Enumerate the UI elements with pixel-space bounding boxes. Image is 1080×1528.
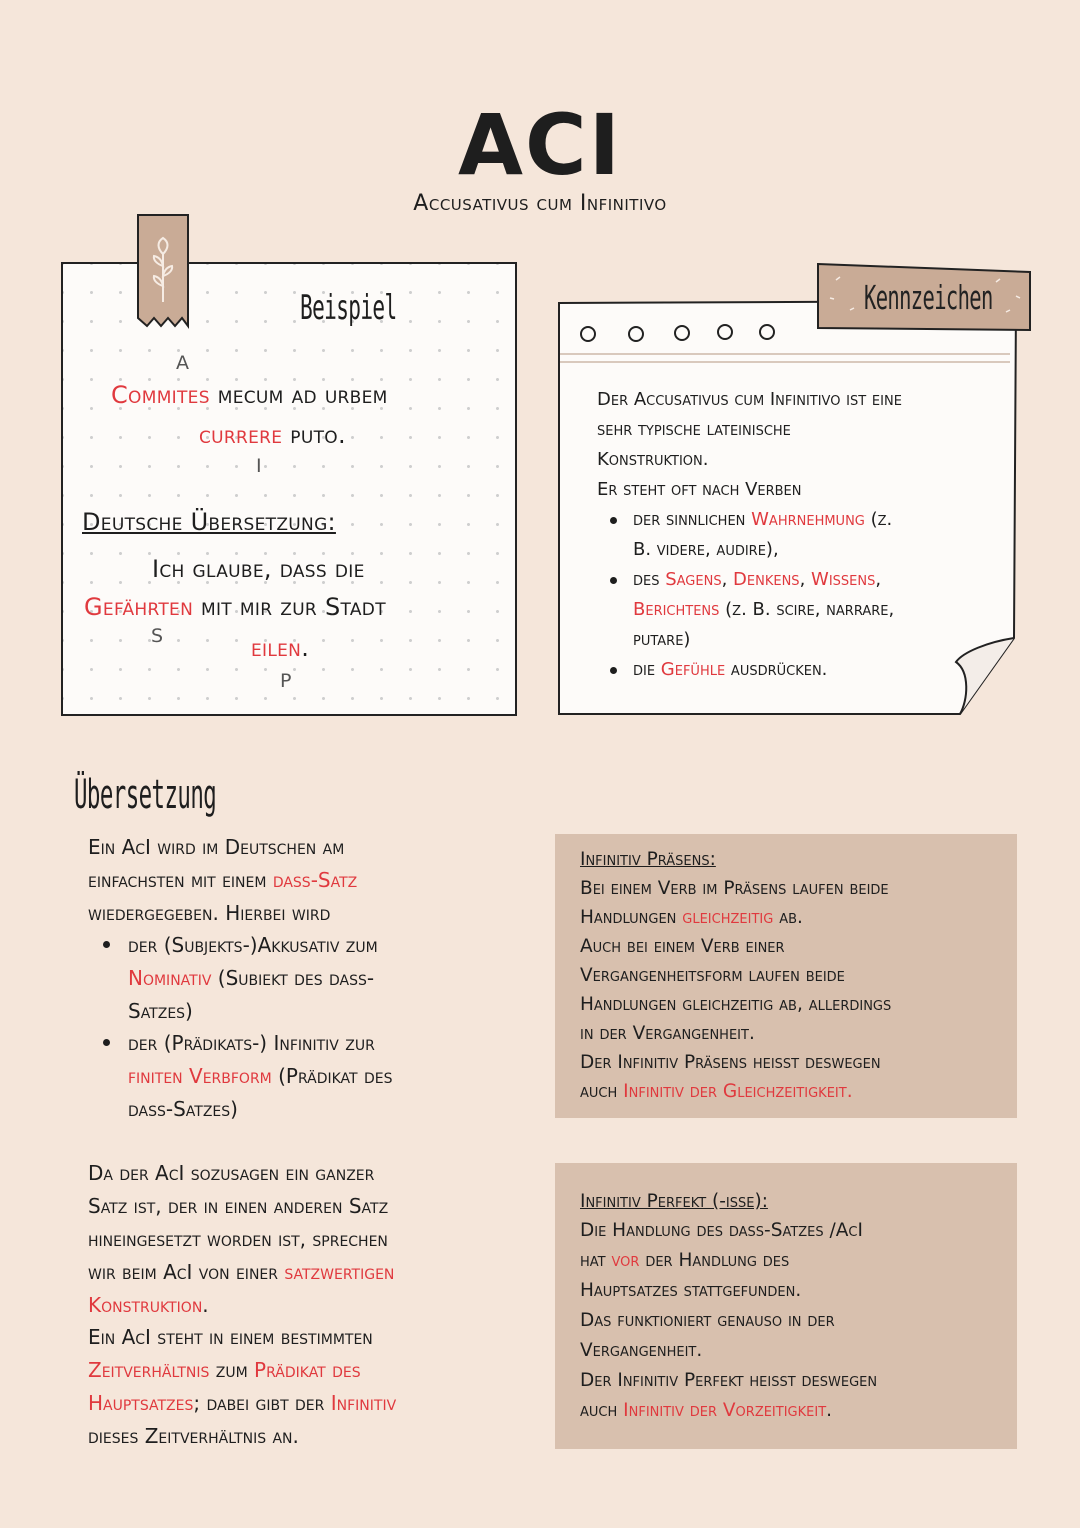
text: wir beim AcI von einer [88,1260,278,1284]
features-line: Der Accusativus cum Infinitivo ist eine [597,389,902,410]
features-bullet-1-cont: B. videre, audire), [633,539,779,560]
text: hat [580,1250,606,1271]
text: , [875,569,882,590]
box-line: Vergangenheitsform laufen beide [580,965,845,986]
bullet-icon [610,517,617,524]
text: die [633,659,656,680]
page-subtitle: Accusativus cum Infinitivo [413,191,667,216]
highlight: Infinitiv [330,1391,397,1415]
text: der Handlung des [645,1250,790,1271]
flower-tape-icon [137,214,189,332]
latin-line-2 [199,421,346,449]
box-line [580,1396,832,1426]
text: (Subiekt des dass- [217,966,375,990]
body-line [128,1060,392,1093]
body-line: Satz ist, der in einen anderen Satz [88,1194,389,1218]
box-line: Der Infinitiv Präsens heisst deswegen [580,1052,881,1073]
highlight: Hauptsatzes [88,1391,194,1415]
body-line: hineingesetzt worden ist, sprechen [88,1227,388,1251]
text: ab. [779,907,803,928]
text: der sinnlichen [633,509,746,530]
text: einfachsten mit einem [88,868,267,892]
highlight: dass-Satz [272,868,358,892]
latin-accusative: Commites [111,381,210,409]
highlight: Gefühle [660,659,726,680]
bullet-icon [103,941,110,948]
features-heading: Kennzeichen [864,278,993,317]
text: des [633,569,660,590]
body-line [88,1387,396,1420]
text: . [202,1293,209,1317]
highlight: Infinitiv der Vorzeitigkeit [623,1400,827,1421]
text: , [721,569,728,590]
body-line: dieses Zeitverhältnis an. [88,1424,299,1448]
german-predicate: eilen [251,634,302,662]
text: (Prädikat des [278,1064,393,1088]
marker-i: I [256,455,262,477]
text: (z. B. scire, narrare, [725,599,895,620]
box-line: Handlungen gleichzeitig ab, allerdings [580,994,892,1015]
features-line: Konstruktion. [597,449,709,470]
highlight: Konstruktion [88,1293,203,1317]
box-line: Die Handlung des dass-Satzes /AcI [580,1220,863,1241]
box-line: Vergangenheit. [580,1340,703,1361]
body-line: Da der AcI sozusagen ein ganzer [88,1161,375,1185]
text: auch [580,1081,618,1102]
features-bullet-2 [633,565,881,595]
box-title: Infinitiv Präsens: [580,849,716,870]
text: . [826,1400,833,1421]
highlight: vor [611,1250,640,1271]
latin-text: mecum ad urbem [217,381,388,409]
bullet-icon [610,577,617,584]
features-line: sehr typische lateinische [597,419,791,440]
body-line [128,962,374,995]
bullet-icon [610,667,617,674]
text: ; dabei gibt der [193,1391,325,1415]
features-bullet-1 [633,505,892,535]
features-line: Er steht oft nach Verben [597,479,802,500]
body-line: der (Prädikats-) Infinitiv zur [128,1031,375,1055]
highlight: Denkens [733,569,800,590]
box-title: Infinitiv Perfekt (-isse): [580,1191,768,1212]
box-line: Der Infinitiv Perfekt heisst deswegen [580,1370,878,1391]
text: , [799,569,806,590]
german-line-2 [84,593,386,621]
highlight: finiten Verbform [128,1064,272,1088]
page-title: ACI [458,96,622,194]
text: Handlungen [580,907,677,928]
latin-text: puto. [290,421,346,449]
marker-s: S [151,625,164,647]
body-line: Satzes) [128,999,193,1023]
latin-line-1 [111,381,388,409]
body-line: dass-Satzes) [128,1097,238,1121]
example-heading: Beispiel [300,288,397,328]
highlight: Sagens [665,569,722,590]
body-line [88,1354,361,1387]
translation-label: Deutsche Übersetzung: [82,508,336,536]
box-line: Das funktioniert genauso in der [580,1310,835,1331]
features-bullet-2-cont: putare) [633,629,691,650]
highlight: Infinitiv der Gleichzeitigkeit. [623,1081,853,1102]
box-line [580,903,803,933]
highlight: Wahrnehmung [751,509,865,530]
box-line [580,1246,789,1276]
marker-p: P [280,670,292,692]
box-line: Auch bei einem Verb einer [580,936,785,957]
translation-heading: Übersetzung [74,772,217,818]
highlight: gleichzeitig [682,907,774,928]
body-line: wiedergegeben. Hierbei wird [88,901,331,925]
german-text: mit mir zur Stadt [201,593,386,621]
highlight: Wissens [811,569,876,590]
german-line-1: Ich glaube, dass die [152,555,365,583]
highlight: Zeitverhältnis [88,1358,210,1382]
highlight: Nominativ [128,966,212,990]
box-line: Bei einem Verb im Präsens laufen beide [580,878,889,899]
text: zum [215,1358,248,1382]
features-bullet-2-cont [633,595,894,625]
body-line: Ein AcI wird im Deutschen am [88,835,345,859]
text: (z. [870,509,893,530]
highlight: satzwertigen [284,1260,395,1284]
highlight: Prädikat des [254,1358,361,1382]
bullet-icon [103,1039,110,1046]
body-line [88,864,357,897]
highlight: Berichtens [633,599,720,620]
body-line: der (Subjekts-)Akkusativ zum [128,933,378,957]
text: ausdrücken. [730,659,828,680]
marker-a: A [176,352,189,374]
box-line: Hauptsatzes stattgefunden. [580,1280,802,1301]
box-line: in der Vergangenheit. [580,1023,755,1044]
box-line [580,1077,853,1107]
german-line-3 [251,634,309,662]
features-bullet-3 [633,655,827,685]
body-line: Ein AcI steht in einem bestimmten [88,1325,373,1349]
body-line [88,1256,394,1289]
german-text: . [301,634,310,662]
latin-infinitive: currere [199,421,283,449]
german-subject: Gefährten [84,593,194,621]
text: auch [580,1400,618,1421]
body-line [88,1289,209,1322]
